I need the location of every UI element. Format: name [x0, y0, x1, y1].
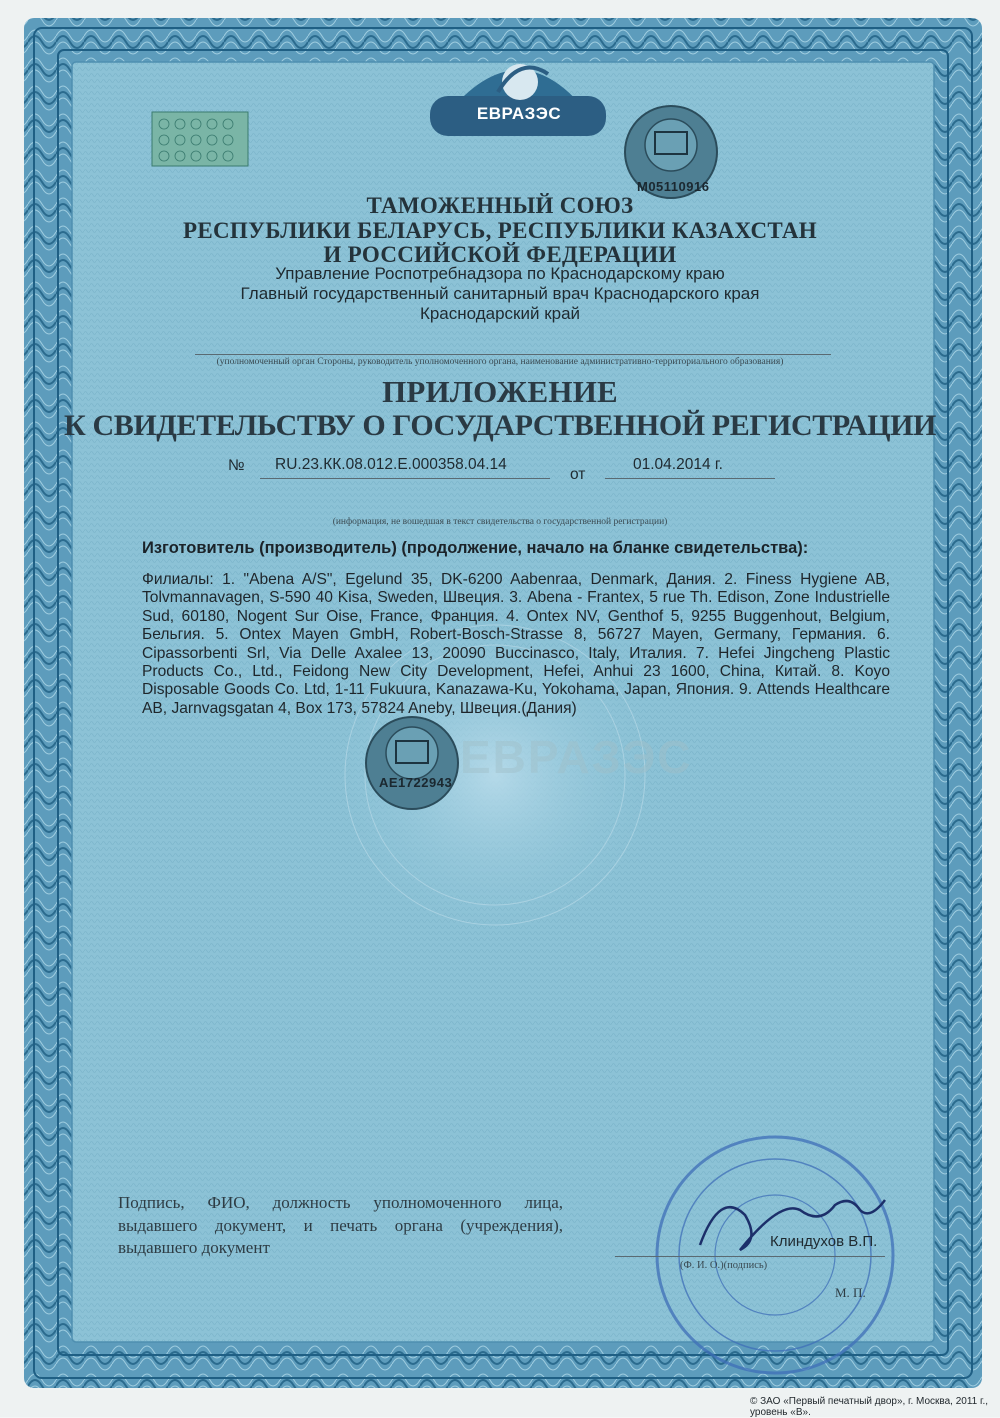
- printer-footer: © ЗАО «Первый печатный двор», г. Москва, 2011 г., уровень «В».: [750, 1396, 989, 1418]
- stamp-place-label: М. П.: [835, 1285, 866, 1300]
- watermark-text: ЕВРАЗЭС: [460, 731, 693, 783]
- signer-name: Клиндухов В.П.: [770, 1233, 878, 1250]
- document-title-line-1: ПРИЛОЖЕНИЕ: [382, 374, 618, 409]
- number-underline: [260, 478, 550, 479]
- manufacturer-heading: Изготовитель (производитель) (продолжение, начало на бланке свидетельства):: [142, 539, 809, 557]
- union-title-line-1: ТАМОЖЕННЫЙ СОЮЗ: [366, 193, 634, 218]
- authority-line-1: Управление Роспотребнадзора по Краснодарскому краю: [275, 264, 725, 283]
- hologram-serial-2: AE1722943: [379, 775, 453, 790]
- date-label: от: [570, 466, 586, 483]
- signature-caption: Подпись, ФИО, должность уполномоченного лица, выдавшего документ, и печать органа (учреждения), выдавшего документ: [118, 1193, 563, 1257]
- registration-date: 01.04.2014 г.: [633, 456, 723, 473]
- union-title-line-3: И РОССИЙСКОЙ ФЕДЕРАЦИИ: [323, 242, 677, 267]
- registration-number: RU.23.КК.08.012.Е.000358.04.14: [275, 456, 507, 473]
- signature-underline: [615, 1256, 885, 1257]
- union-title-line-2: РЕСПУБЛИКИ БЕЛАРУСЬ, РЕСПУБЛИКИ КАЗАХСТАН: [183, 218, 817, 243]
- authority-line-3: Краснодарский край: [419, 304, 581, 323]
- logo-label: ЕВРАЗЭС: [476, 104, 562, 123]
- security-strip: [152, 112, 248, 166]
- hologram-serial-1: M05110916: [637, 179, 710, 194]
- branches-list: Филиалы: 1. "Abena A/S", Egelund 35, DK-6200 Aabenraa, Denmark, Дания. 2. Finess Hygiene AB, Tolvmannavagen, S-590 40 Kisa, Sweden, Швеция. 3. Abena - Frantex, 5 rue Th. Edison, Zone Industrielle Sud, 60180, Nogent Sur Oise, France, Франция. 4. Ontex NV, Genthof 5, 9255 Buggenhout, Belgium, Бельгия. 5. Ontex Mayen GmbH, Robert-Bosch-Strasse 8, 56727 Mayen, Germany, Германия. 6. Cipassorbenti Srl, Via Delle Axalee 13, 20090 Buccinasco, Italy, Италия. 7. Hefei Jingcheng Plastic Products Co., Ltd., Feidong New City Development, Hefei, Anhui 23 1600, China, Китай. 8. Koyo Disposable Goods Co. Ltd, 1-11 Fukuura, Kanazawa-Ku, Yokohama, Japan, Япония. 9. Attends Healthcare AB, Jarnvagsgatan 4, Box 173, 57824 Aneby, Швеция.(Дания): [142, 571, 890, 717]
- document-title-line-2: К СВИДЕТЕЛЬСТВУ О ГОСУДАРСТВЕННОЙ РЕГИСТРАЦИИ: [64, 409, 936, 442]
- registration-caption: (информация, не вошедшая в текст свидетельства о государственной регистрации): [332, 517, 668, 527]
- authority-line-2: Главный государственный санитарный врач Краснодарского края: [240, 284, 760, 303]
- signature-subcaption: (Ф. И. О.)(подпись): [680, 1260, 768, 1271]
- authority-caption: (уполномоченный орган Стороны, руководитель уполномоченного органа, наименование административно-территориального образования): [216, 357, 784, 367]
- number-label: №: [228, 457, 245, 474]
- date-underline: [605, 478, 775, 479]
- hologram-seal-2: [366, 717, 458, 809]
- authority-underline: [195, 354, 831, 355]
